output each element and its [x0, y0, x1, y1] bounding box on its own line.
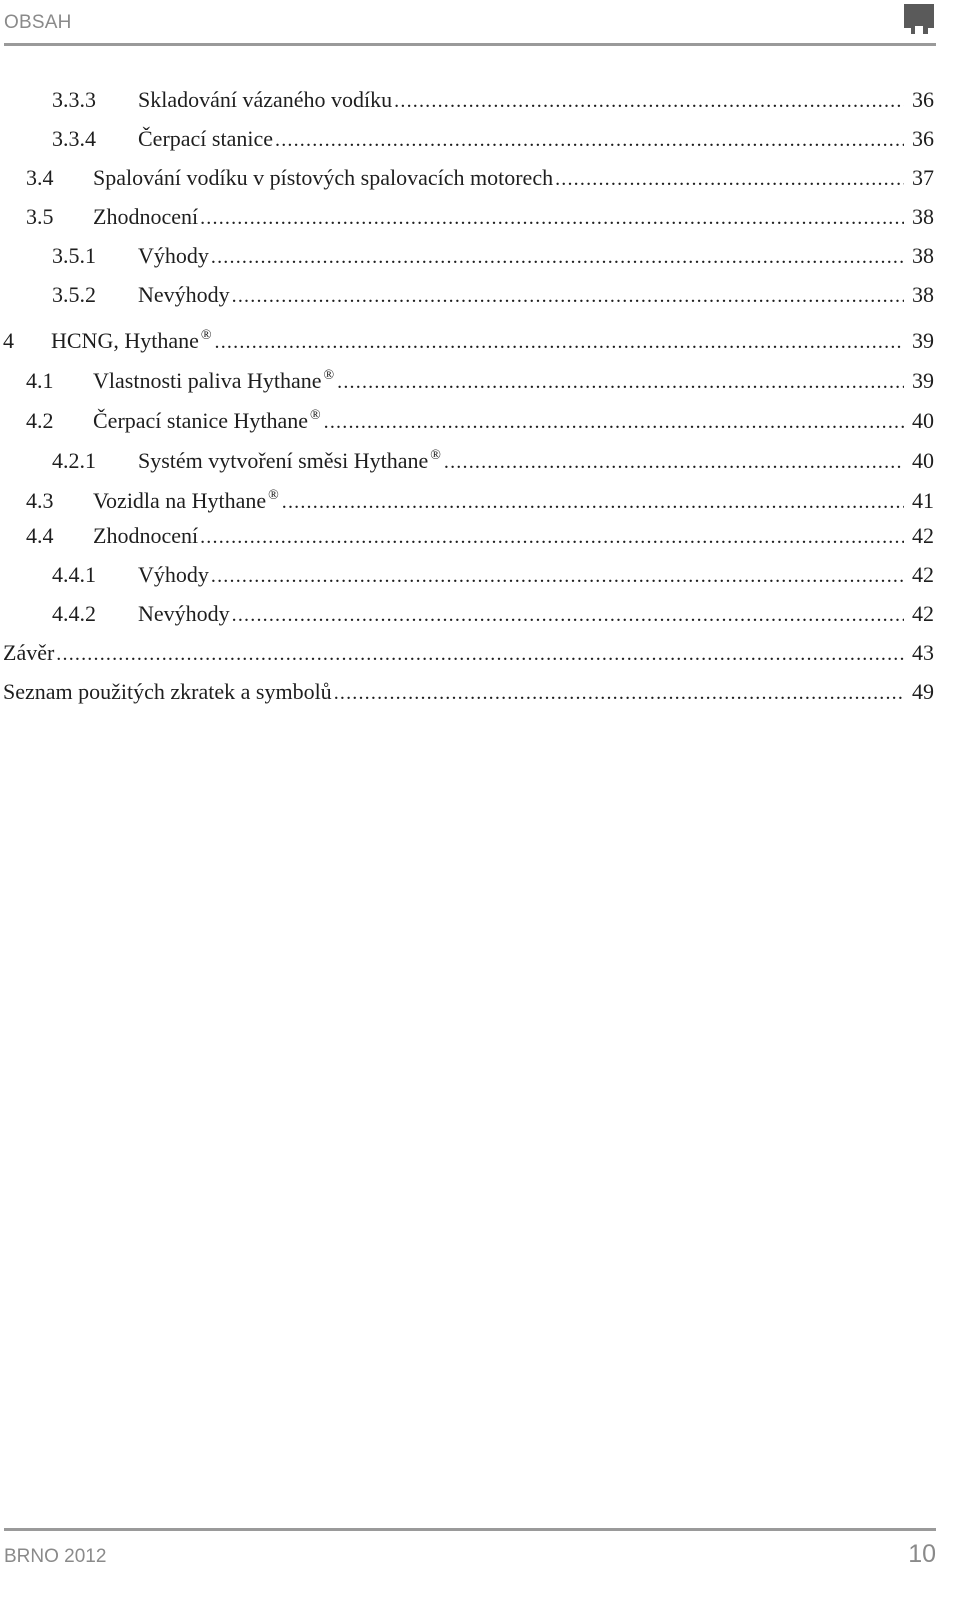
toc-entry-page: 38 [912, 243, 934, 268]
toc-entry-title: Vlastnosti paliva Hythane ® [93, 368, 335, 393]
toc-dot-leader [232, 597, 904, 632]
toc-dot-leader [337, 364, 904, 394]
toc-entry-title: Seznam použitých zkratek a symbolů [3, 679, 332, 704]
toc-entry[interactable] [3, 635, 934, 671]
toc-dot-leader [232, 278, 904, 313]
toc-entry-title: Systém vytvoření směsi Hythane ® [138, 448, 441, 473]
toc-entry-title: HCNG, Hythane ® [51, 328, 212, 353]
university-logo-icon [904, 4, 934, 34]
toc-entry-title: Nevýhody [138, 282, 230, 307]
toc-dot-leader [275, 122, 904, 157]
toc-entry-page: 42 [912, 601, 934, 626]
toc-entry-title: Nevýhody [138, 601, 230, 626]
registered-mark: ® [200, 328, 212, 343]
toc-entry[interactable] [26, 398, 934, 434]
toc-entry-title: Skladování vázaného vodíku [138, 87, 393, 112]
toc-entry[interactable] [3, 674, 934, 710]
toc-dot-leader [334, 675, 904, 710]
toc-entry-number: 4.4.1 [52, 562, 96, 587]
toc-entry-number: 4.1 [26, 368, 54, 393]
header-divider [4, 43, 936, 46]
toc-entry-title: Výhody [138, 562, 209, 587]
toc-entry-page: 41 [912, 488, 934, 513]
toc-entry-number: 3.4 [26, 165, 54, 190]
registered-mark: ® [268, 488, 279, 503]
toc-dot-leader [211, 239, 904, 274]
toc-dot-leader [282, 484, 904, 514]
toc-entry-title: Čerpací stanice [138, 126, 273, 151]
toc-entry[interactable] [26, 518, 934, 554]
toc-entry[interactable] [52, 438, 934, 474]
toc-entry-title: Spalování vodíku v pístových spalovacích motorech [93, 165, 554, 190]
toc-dot-leader [56, 636, 904, 671]
toc-entry-page: 39 [912, 368, 934, 393]
page-header-title: OBSAH [4, 12, 72, 33]
toc-dot-leader [200, 519, 904, 554]
toc-entry[interactable] [52, 557, 934, 593]
toc-dot-leader [324, 404, 904, 434]
toc-entry-number: 4.2.1 [52, 448, 96, 473]
toc-entry[interactable] [26, 478, 934, 514]
toc-entry-number: 4.3 [26, 488, 54, 513]
footer-divider [4, 1528, 936, 1531]
toc-entry-page: 42 [912, 523, 934, 548]
toc-entry-number: 4 [3, 328, 14, 353]
toc-entry[interactable] [26, 199, 934, 235]
toc-entry-number: 3.3.3 [52, 87, 96, 112]
toc-dot-leader [394, 83, 904, 118]
footer-location-year: BRNO 2012 [4, 1546, 107, 1567]
toc-entry-number: 4.2 [26, 408, 54, 433]
toc-entry-number: 3.5.1 [52, 243, 96, 268]
toc-entry-title: Vozidla na Hythane ® [93, 488, 279, 513]
toc-entry[interactable] [3, 318, 934, 354]
toc-entry-number: 3.5.2 [52, 282, 96, 307]
toc-entry[interactable] [52, 121, 934, 157]
toc-entry-page: 43 [912, 640, 934, 665]
toc-entry-number: 3.3.4 [52, 126, 96, 151]
toc-entry[interactable] [52, 596, 934, 632]
toc-entry-number: 4.4 [26, 523, 54, 548]
registered-mark: ® [310, 408, 321, 423]
toc-entry[interactable] [26, 358, 934, 394]
toc-entry-title: Výhody [138, 243, 209, 268]
toc-entry-page: 40 [912, 408, 934, 433]
toc-entry-title: Zhodnocení [93, 523, 199, 548]
toc-entry-number: 3.5 [26, 204, 54, 229]
toc-entry-number: 4.4.2 [52, 601, 96, 626]
toc-entry-page: 38 [912, 204, 934, 229]
registered-mark: ® [430, 448, 441, 463]
toc-entry-page: 38 [912, 282, 934, 307]
registered-mark: ® [323, 368, 335, 383]
toc-dot-leader [444, 444, 904, 474]
toc-entry-page: 42 [912, 562, 934, 587]
toc-dot-leader [555, 161, 904, 196]
toc-entry[interactable] [52, 277, 934, 313]
toc-entry-page: 36 [912, 126, 934, 151]
toc-entry-title: Čerpací stanice Hythane ® [93, 408, 321, 433]
footer-page-number: 10 [908, 1540, 936, 1568]
toc-entry[interactable] [26, 160, 934, 196]
toc-entry-page: 37 [912, 165, 934, 190]
toc-entry-title: Zhodnocení [93, 204, 199, 229]
toc-entry-page: 39 [912, 328, 934, 353]
toc-entry-page: 49 [912, 679, 934, 704]
toc-dot-leader [200, 200, 904, 235]
toc-entry[interactable] [52, 82, 934, 118]
toc-entry-page: 40 [912, 448, 934, 473]
toc-dot-leader [215, 324, 904, 354]
toc-entry[interactable] [52, 238, 934, 274]
toc-entry-page: 36 [912, 87, 934, 112]
toc-dot-leader [211, 558, 904, 593]
toc-entry-title: Závěr [3, 640, 55, 665]
